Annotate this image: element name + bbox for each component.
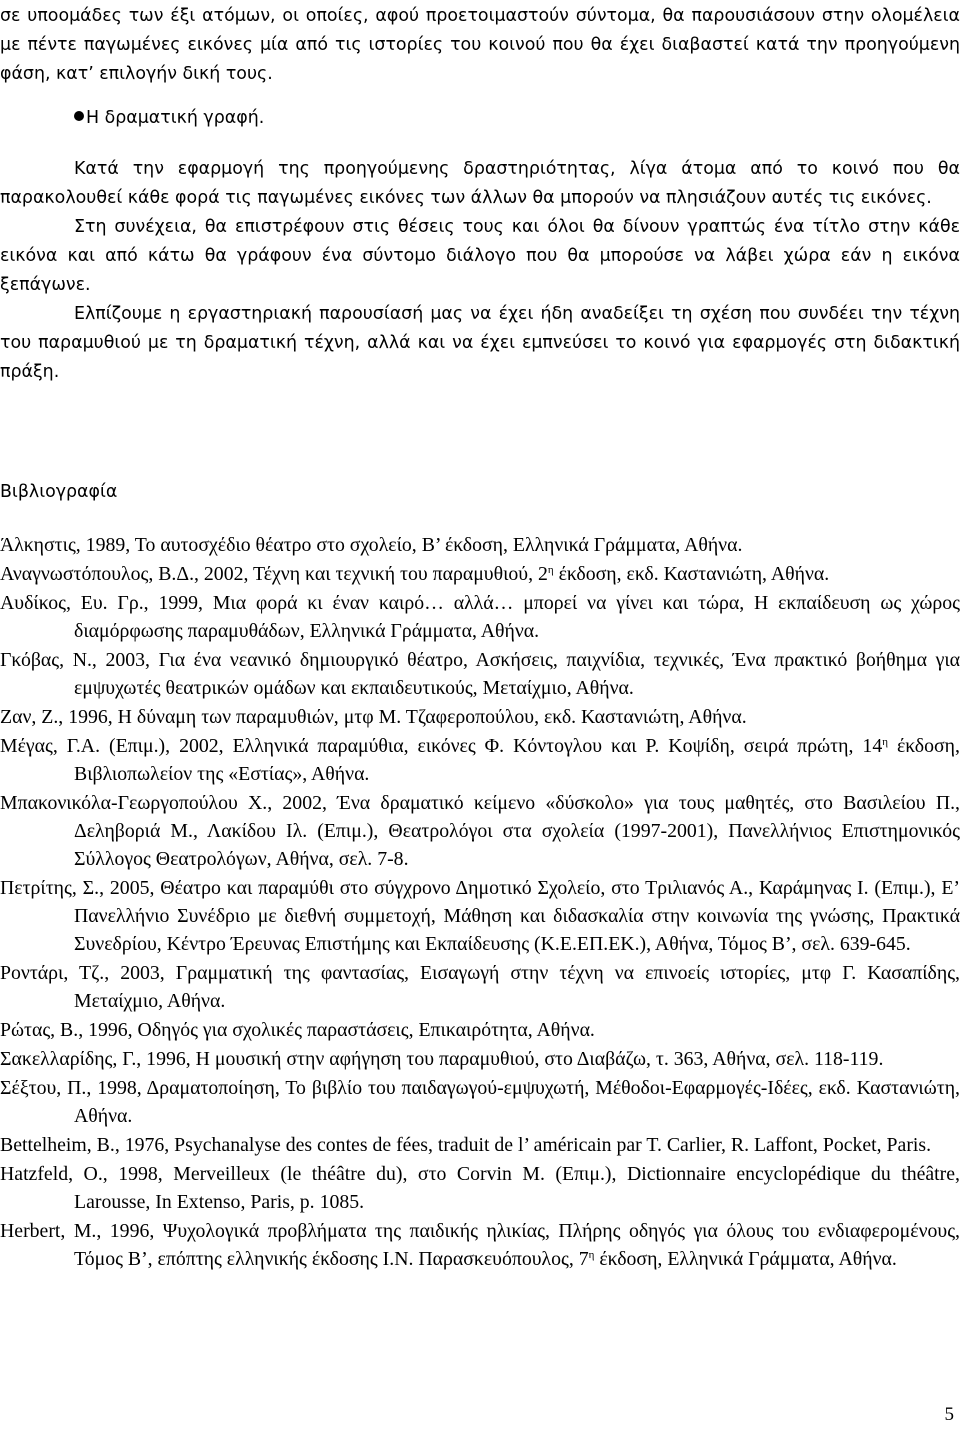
intro-text: σε υποομάδες των έξι ατόμων, οι οποίες, αφού προετοιμαστούν σύντομα, θα παρουσιάσουν στην ολομέλεια με πέντε παγωμένες εικόνες μία από τις ιστορίες του κοινού που θα έχει διαβαστεί κατά την προηγούμενη φάση, κατ’ επιλογήν δική τους. bbox=[0, 6, 960, 84]
page-number: 5 bbox=[944, 1404, 954, 1425]
reference-entry: Ζαν, Ζ., 1996, Η δύναμη των παραμυθιών, μτφ Μ. Τζαφεροπούλου, εκδ. Καστανιώτη, Αθήνα. bbox=[0, 706, 747, 728]
bibliography-heading: Βιβλιογραφία bbox=[0, 482, 118, 502]
reference-entry: Γκόβας, Ν., 2003, Για ένα νεανικό δημιουργικό θέατρο, Ασκήσεις, παιχνίδια, τεχνικές, Ένα πρακτικό βοήθημα για εμψυχωτές θεατρικών ομάδων και εκπαιδευτικούς, Μεταίχμιο, Αθήνα. bbox=[0, 649, 960, 699]
reference-entry: Ροντάρι, Τζ., 2003, Γραμματική της φαντασίας, Εισαγωγή στην τέχνη να επινοείς ιστορίες, μτφ Γ. Κασαπίδης, Μεταίχμιο, Αθήνα. bbox=[0, 962, 960, 1012]
reference-entry: Hatzfeld, O., 1998, Merveilleux (le théâtre du), στο Corvin M. (Επιμ.), Dictionnaire encyclopédique du théâtre, Larousse, In Extenso, Paris, p. 1085. bbox=[0, 1163, 960, 1213]
reference-entry: Σέξτου, Π., 1998, Δραματοποίηση, Το βιβλίο του παιδαγωγού-εμψυχωτή, Μέθοδοι-Εφαρμογές-Ιδέες, εκδ. Καστανιώτη, Αθήνα. bbox=[0, 1077, 960, 1127]
body-paragraphs bbox=[0, 155, 960, 387]
reference-entry: Αυδίκος, Ευ. Γρ., 1999, Μια φορά κι έναν καιρό… αλλά… μπορεί να γίνει και τώρα, Η εκπαίδευση ως χώρος διαμόρφωσης παραμυθάδων, Ελληνικά Γράμματα, Αθήνα. bbox=[0, 592, 960, 642]
bullet-item bbox=[0, 104, 960, 133]
reference-entry: Πετρίτης, Σ., 2005, Θέατρο και παραμύθι στο σύγχρονο Δημοτικό Σχολείο, στο Τριλιανός Α., Καράμηνας Ι. (Επιμ.), Ε’ Πανελλήνιο Συνέδριο με διεθνή συμμετοχή, Μάθηση και διδασκαλία στην κοινωνία της γνώσης, Πρακτικά Συνεδρίου, Κέντρο Έρευνας Επιστήμης και Εκπαίδευσης (Κ.Ε.ΕΠ.ΕΚ.), Αθήνα, Τόμος Β’, σελ. 639-645. bbox=[0, 877, 960, 955]
bibliography-list bbox=[0, 531, 960, 1274]
reference-entry: Μέγας, Γ.Α. (Επιμ.), 2002, Ελληνικά παραμύθια, εικόνες Φ. Κόντογλου και Ρ. Κοψίδη, σειρά πρώτη, $14^\eta$ έκδοση, Βιβλιοπωλείον της «Εστίας», Αθήνα. bbox=[0, 735, 960, 785]
bullet-icon bbox=[74, 111, 84, 121]
intro-paragraph bbox=[0, 2, 960, 89]
reference-entry: Bettelheim, B., 1976, Psychanalyse des contes de fées, traduit de l’ américain par T. Carlier, R. Laffont, Pocket, Paris. bbox=[0, 1134, 932, 1156]
bullet-text: Η δραματική γραφή. bbox=[86, 108, 265, 128]
paragraph-1: Κατά την εφαρμογή της προηγούμενης δραστηριότητας, λίγα άτομα από το κοινό που θα παρακολουθεί κάθε φορά τις παγωμένες εικόνες των άλλων θα μπορούν να πλησιάζουν αυτές τις εικόνες. bbox=[0, 159, 960, 208]
reference-entry: Αναγνωστόπουλος, Β.Δ., 2002, Τέχνη και τεχνική του παραμυθιού, $2^\eta$ έκδοση, εκδ. Καστανιώτη, Αθήνα. bbox=[0, 563, 830, 585]
reference-entry: Άλκηστις, 1989, Το αυτοσχέδιο θέατρο στο σχολείο, Β’ έκδοση, Ελληνικά Γράμματα, Αθήνα. bbox=[0, 534, 743, 556]
reference-entry: Herbert, M., 1996, Ψυχολογικά προβλήματα της παιδικής ηλικίας, Πλήρης οδηγός για όλους του ενδιαφερομένους, Τόμος Β’, επόπτης ελληνικής έκδοσης Ι.Ν. Παρασκευόπουλος, $7^\eta$ έκδοση, Ελληνικά Γράμματα, Αθήνα. bbox=[0, 1220, 960, 1270]
reference-entry: Μπακονικόλα-Γεωργοπούλου Χ., 2002, Ένα δραματικό κείμενο «δύσκολο» για τους μαθητές, στο Βασιλείου Π., Δεληβοριά Μ., Λακίδου Ιλ. (Επιμ.), Θεατρολόγοι στα σχολεία (1997-2001), Πανελλήνιος Επιστημονικός Σύλλογος Θεατρολόγων, Αθήνα, σελ. 7-8. bbox=[0, 792, 960, 870]
reference-entry: Ρώτας, Β., 1996, Οδηγός για σχολικές παραστάσεις, Επικαιρότητα, Αθήνα. bbox=[0, 1019, 595, 1041]
paragraph-2: Στη συνέχεια, θα επιστρέφουν στις θέσεις τους και όλοι θα δίνουν γραπτώς ένα τίτλο στην κάθε εικόνα και από κάτω θα γράφουν ένα σύντομο διάλογο που θα μπορούσε να λάβει χώρα εάν η εικόνα ξεπάγωνε. bbox=[0, 217, 960, 295]
paragraph-3: Ελπίζουμε η εργαστηριακή παρουσίασή μας να έχει ήδη αναδείξει τη σχέση που συνδέει την τέχνη του παραμυθιού με τη δραματική τέχνη, αλλά και να έχει εμπνεύσει το κοινό για εφαρμογές στη διδακτική πράξη. bbox=[0, 304, 960, 382]
reference-entry: Σακελλαρίδης, Γ., 1996, Η μουσική στην αφήγηση του παραμυθιού, στο Διαβάζω, τ. 363, Αθήνα, σελ. 118-119. bbox=[0, 1048, 884, 1070]
